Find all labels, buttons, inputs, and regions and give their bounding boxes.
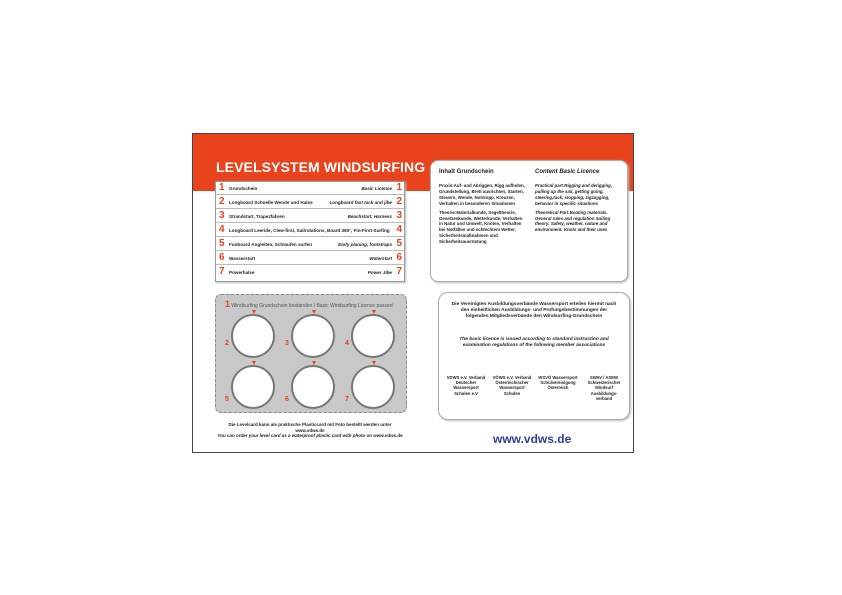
level-row: 3 Strandstart, Trapezfahren Beachstart, Harness 3 xyxy=(216,210,404,223)
association-text-en: The basic licence is issued according to standard instruction and examination regulations of the following member associations xyxy=(459,337,609,348)
photo-slot xyxy=(231,314,275,358)
website-link[interactable]: www.vdws.de xyxy=(493,432,572,446)
photo-heading: 1 Windsurfing Grundschein bestanden / Basic Windsurfing Licence passed xyxy=(225,299,393,309)
level-row: 5 Funboard Angleiten, Schlaufen surfen Early planing, footstraps 5 xyxy=(216,238,404,251)
level-row: 6 Wasserstart Waterstart 6 xyxy=(216,252,404,265)
member-association: VDWS e.V. Verband Deutscher Wassersport Schulen e.V xyxy=(446,375,486,396)
photo-slot xyxy=(351,314,395,358)
level-card xyxy=(192,133,634,453)
level-row: 7 Powerhalse Power Jibe 7 xyxy=(219,266,402,277)
photo-slot xyxy=(351,365,395,409)
content-text-en: Practical part:Rigging and derigging, pulling up the sail, getting going, steering,tack, stopping, zigzagging, behavior in specific situations Theoretical Part:Boating materials. General rules and regulation Sailing theory. Safety, weather, nature and environment. Knots and their uses xyxy=(535,183,613,233)
photo-slot xyxy=(291,365,335,409)
photo-note: Die Levelcard kann als praktische Plasticcard mit Foto bestellt werden unter www.vdws.de You can order your level card as a waterproof plastic card with photo on www.vdws.de xyxy=(217,422,403,439)
content-header-en: Content Basic Licence xyxy=(535,169,600,175)
photo-slot xyxy=(291,314,335,358)
content-box xyxy=(430,160,628,282)
level-row: 4 Longboard Leeride, Clew-first, Sailrotations, Board 360°, Fin-First-Surfing 4 xyxy=(216,224,404,237)
level-list xyxy=(215,181,405,282)
photo-area: 1 Windsurfing Grundschein bestanden / Basic Windsurfing Licence passed 2 3 4 5 6 7 xyxy=(215,294,407,413)
level-row: 2 Longboard Schnelle Wende und Halse Longboard fast tack and jibe 2 xyxy=(216,196,404,209)
association-text-de: Die Vereinigten Ausbildungsverbände Wassersport erteilen hiermit nach den einheitlichen Ausbildungs- und Prüfungsbestimmungen der folgenden Mitgliedsverbände den Windsurfing-Grundschein xyxy=(451,302,617,319)
card-title: LEVELSYSTEM WINDSURFING xyxy=(216,159,426,175)
association-box xyxy=(438,292,630,420)
level-row: 1 Grundschein Basic Licence 1 xyxy=(216,182,404,195)
member-association: VÖWS e.V. Verband Österreichischer Wassersport Schulen xyxy=(492,375,532,396)
content-header-de: Inhalt Grundschein xyxy=(439,169,494,175)
member-association: WSVÖ Wassersport Schulvereinigung Österreich xyxy=(538,375,578,391)
content-text-de: Praxis:Auf- und Abriggen, Rigg aufholen, Grundstellung, Brett ausrichten, Starten, Steuern, Wende, Notstopp, Kreuzen, Verhalten in besonderen Situationen Theorie:Materialkunde, Segeltheorie, Gesetzeskunde, Wetterkunde, Verhalten in Natur und Umwelt, Knoten, Verhalten bei Notfällen und schlechtem Wetter, Sicherheitsmaßnahmen und Sicherheitsausrüstung xyxy=(439,183,525,245)
member-association: SWAV / ASEW Schweizerischer Windsurf Ausbildungs-verband xyxy=(587,375,621,401)
photo-slot xyxy=(231,365,275,409)
